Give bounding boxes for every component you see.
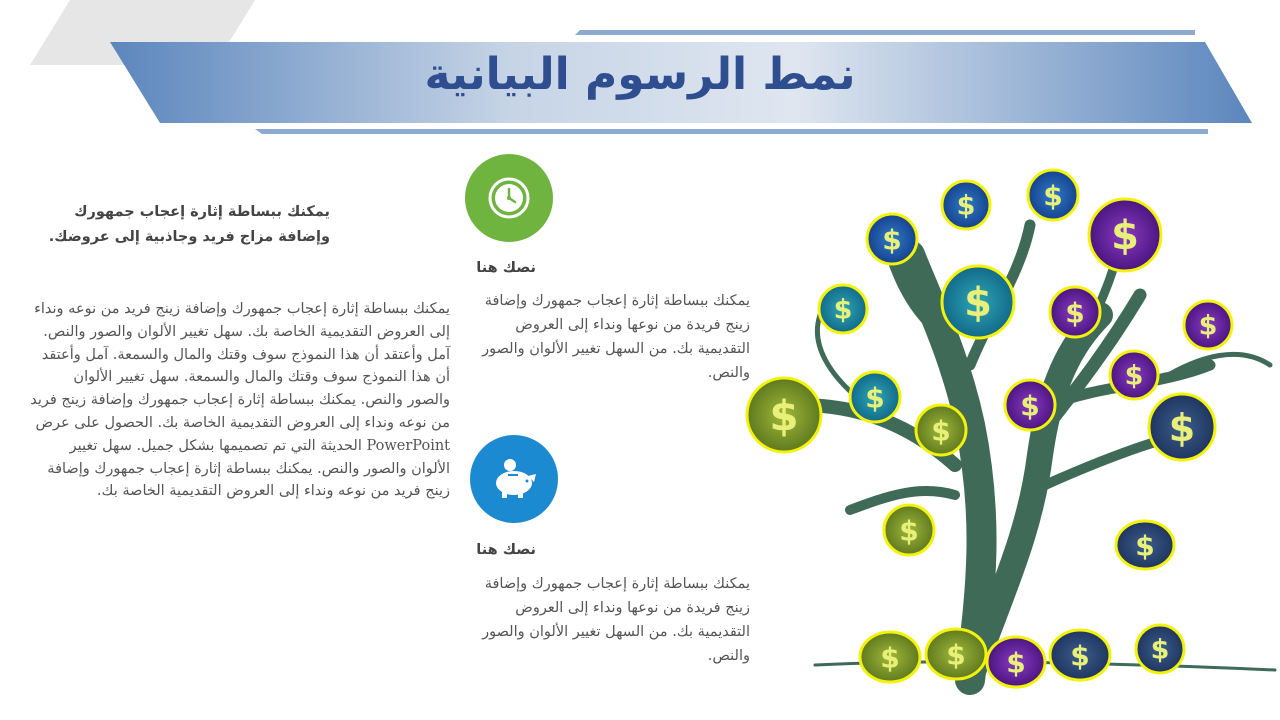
svg-text:$: $	[1168, 406, 1196, 450]
coin-5	[819, 285, 867, 333]
svg-text:$: $	[899, 514, 919, 548]
coin-19	[987, 637, 1045, 687]
clock-badge	[465, 154, 553, 242]
svg-text:$: $	[882, 223, 902, 257]
piggy-bank-icon	[488, 456, 540, 502]
svg-text:$: $	[1020, 389, 1040, 423]
item-1-text: يمكنك ببساطة إثارة إعجاب جمهورك وإضافة زينج فريدة من نوعها ونداء إلى العروض التقديمية بك. من السهل تغيير الألوان والصور والنص.	[482, 293, 750, 381]
coin-1	[867, 214, 917, 264]
coin-8	[1184, 301, 1232, 349]
svg-text:$: $	[1198, 310, 1218, 342]
coin-9	[1110, 351, 1158, 399]
coin-7	[1050, 287, 1100, 337]
svg-text:$: $	[956, 190, 976, 222]
coin-21	[1136, 625, 1184, 673]
coin-15	[884, 505, 934, 555]
svg-text:$: $	[833, 294, 853, 326]
svg-text:$: $	[1150, 634, 1170, 666]
intro-body: يمكنك ببساطة إثارة إعجاب جمهورك وإضافة زينج فريد من نوعه ونداء إلى العروض التقديمية الخاصة بك. سهل تغيير الألوان والصور والنص. آمل وأعتقد أن هذا النموذج سوف وقتك والمال والسمعة. آمل وأعتقد أن هذا النموذج سوف وقتك والمال والسمعة. سهل تغيير الألوان والصور والنص. يمكنك ببساطة إثارة إعجاب جمهورك وإضافة زينج فريد من نوعه ونداء إلى العروض التقديمية الخاصة بك. الحصول على عرض PowerPoint الحديثة التي تم تصميمها بشكل جميل. سهل تغيير الألوان والصور والنص. يمكنك ببساطة إثارة إعجاب جمهورك وإضافة زينج فريد من نوعه ونداء إلى العروض التقديمية الخاصة بك.	[30, 301, 450, 500]
coin-2	[942, 181, 990, 229]
intro-lead: يمكنك ببساطة إثارة إعجاب جمهورك وإضافة مزاج فريد وجاذبية إلى عروضك.	[48, 204, 330, 245]
coin-11	[1005, 380, 1055, 430]
coin-10	[850, 372, 900, 422]
money-tree-illustration	[740, 165, 1280, 720]
coin-16	[1116, 521, 1174, 569]
coin-4	[1089, 199, 1161, 271]
coin-13	[916, 405, 966, 455]
coin-6	[942, 266, 1014, 338]
svg-text:$: $	[1043, 179, 1063, 213]
coin-14	[1149, 394, 1215, 460]
coin-20	[1050, 630, 1110, 680]
svg-text:$: $	[1135, 529, 1155, 563]
item-2-text: يمكنك ببساطة إثارة إعجاب جمهورك وإضافة زينج فريدة من نوعها ونداء إلى العروض التقديمية بك. من السهل تغيير الألوان والصور والنص.	[482, 576, 750, 664]
svg-text:$: $	[769, 391, 799, 441]
item-1-title: نصك هنا	[476, 260, 536, 276]
svg-text:$: $	[1070, 639, 1090, 673]
svg-text:$: $	[1124, 360, 1144, 392]
coin-3	[1028, 170, 1078, 220]
slide-title: نمط الرسوم البيانية	[424, 49, 856, 100]
item-2-title: نصك هنا	[476, 542, 536, 558]
svg-text:$: $	[880, 641, 900, 675]
svg-text:$: $	[931, 414, 951, 448]
svg-text:$: $	[1065, 296, 1085, 330]
coin-12	[747, 378, 821, 452]
coin-18	[926, 629, 986, 679]
svg-text:$: $	[946, 638, 966, 672]
coin-17	[860, 632, 920, 682]
svg-text:$: $	[1006, 646, 1026, 680]
piggy-bank-badge	[470, 435, 558, 523]
svg-text:$: $	[865, 381, 885, 415]
clock-icon	[486, 175, 532, 221]
svg-text:$: $	[964, 280, 992, 326]
svg-text:$: $	[1111, 213, 1139, 259]
